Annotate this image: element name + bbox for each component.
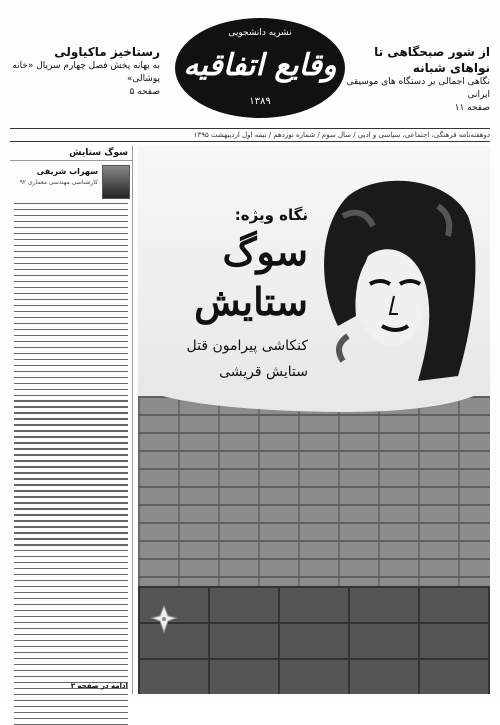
right-teaser-title: از شور صبحگاهی تا نواهای شبانه	[374, 45, 490, 75]
left-teaser-title: رستاخیز ماکیاولی	[54, 45, 160, 59]
masthead	[10, 8, 490, 124]
logo-title: وقایع اتفاقیه	[183, 48, 337, 83]
feature-name: ستایش قریشی	[219, 364, 308, 380]
left-teaser[interactable]	[10, 44, 160, 99]
feature-kicker: نگاه ویژه:	[234, 206, 308, 224]
continued-note[interactable]: ادامه در صفحه ۳	[70, 682, 128, 690]
byline	[10, 165, 132, 199]
author-role: کارشناسی مهندسی معماری ۹۲	[19, 179, 98, 186]
pavement	[138, 586, 490, 694]
author-photo	[102, 165, 130, 199]
article-body	[10, 203, 132, 725]
feature-title-line1: سوگ	[222, 229, 308, 274]
logo	[175, 18, 345, 118]
column-section-title: سوگ ستایش	[10, 146, 132, 161]
right-teaser-page: صفحه ۱۱	[454, 103, 490, 113]
left-teaser-text: به بهانه پخش فصل چهارم سریال «خانه پوشالی»	[12, 61, 160, 84]
dateline: دوهفته‌نامه فرهنگی، اجتماعی، سیاسی و ادبی / سال سوم / شماره نوزدهم / نیمه اول اردیبهشت ۱۳۹۵	[10, 128, 490, 142]
logo-kicker: نشریه دانشجویی	[228, 28, 292, 38]
right-teaser[interactable]	[340, 44, 490, 115]
flower-icon	[150, 604, 178, 634]
feature-image	[138, 146, 490, 694]
author-name: سهراب شریفی	[36, 167, 98, 176]
left-teaser-page: صفحه ۵	[129, 87, 160, 97]
stencil-portrait	[308, 176, 478, 386]
logo-year: ۱۳۸۹	[249, 96, 271, 107]
right-teaser-text: نگاهی اجمالی بر دستگاه های موسیقی ایرانی	[346, 77, 490, 100]
feature-subtitle: کنکاشی پیرامون قتل	[186, 338, 308, 354]
article-column	[10, 146, 133, 694]
feature-title-line2: ستایش	[194, 279, 308, 324]
feature-headline-block[interactable]	[158, 206, 308, 380]
